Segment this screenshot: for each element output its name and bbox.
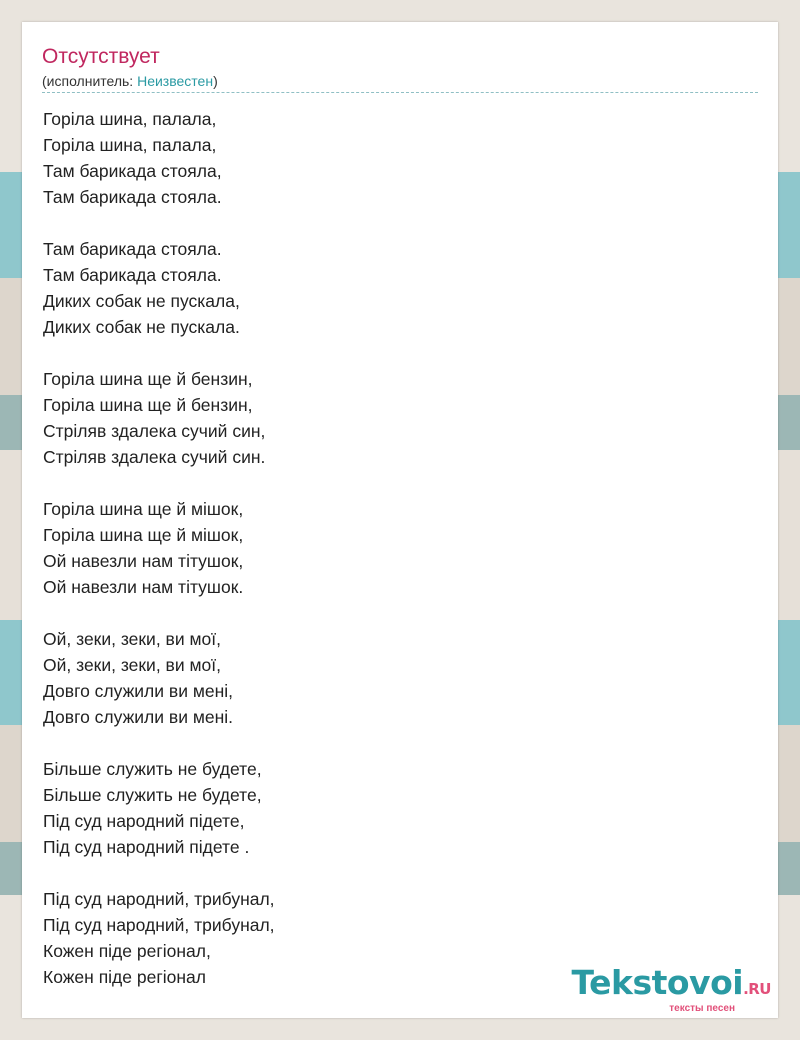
lyric-line: Там барикада стояла. bbox=[43, 187, 222, 207]
lyric-line: Довго служили ви мені, bbox=[43, 681, 234, 701]
lyric-line: Диких собак не пускала. bbox=[43, 317, 240, 337]
logo-tld: .RU bbox=[743, 980, 771, 998]
artist-prefix: (исполнитель: bbox=[42, 73, 138, 89]
lyric-line: Горіла шина ще й мішок, bbox=[43, 499, 244, 519]
lyric-line: Під суд народний, трибунал, bbox=[43, 889, 275, 909]
lyric-line: Диких собак не пускала, bbox=[43, 291, 240, 311]
lyric-line: Ой навезли нам тітушок, bbox=[43, 551, 244, 571]
lyric-line: Горіла шина ще й бензин, bbox=[43, 369, 253, 389]
lyric-line: Ой, зеки, зеки, ви мої, bbox=[43, 655, 221, 675]
site-logo[interactable] bbox=[571, 963, 771, 1015]
lyric-line: Під суд народний, трибунал, bbox=[43, 915, 275, 935]
lyrics-stanza bbox=[43, 236, 758, 340]
lyric-line: Більше служить не будете, bbox=[43, 759, 262, 779]
lyric-line: Горіла шина ще й мішок, bbox=[43, 525, 244, 545]
lyric-line: Горіла шина, палала, bbox=[43, 109, 217, 129]
lyrics-stanza bbox=[43, 106, 758, 210]
song-title: Отсутствует bbox=[42, 45, 160, 68]
logo-name: Tekstovoi bbox=[571, 963, 744, 1002]
lyric-line: Там барикада стояла, bbox=[43, 161, 222, 181]
lyric-line: Там барикада стояла. bbox=[43, 265, 222, 285]
lyrics-body bbox=[43, 106, 758, 1016]
lyric-line: Стріляв здалека сучий син. bbox=[43, 447, 266, 467]
lyric-line: Довго служили ви мені. bbox=[43, 707, 234, 727]
lyric-line: Кожен піде регіонал bbox=[43, 967, 206, 987]
artist-link[interactable]: Неизвестен bbox=[137, 73, 214, 89]
lyric-line: Ой, зеки, зеки, ви мої, bbox=[43, 629, 221, 649]
lyric-line: Горіла шина, палала, bbox=[43, 135, 217, 155]
lyrics-stanza bbox=[43, 626, 758, 730]
lyrics-stanza bbox=[43, 366, 758, 470]
lyrics-card bbox=[22, 22, 778, 1018]
lyric-line: Там барикада стояла. bbox=[43, 239, 222, 259]
lyrics-stanza bbox=[43, 756, 758, 860]
lyric-line: Кожен піде регіонал, bbox=[43, 941, 211, 961]
logo-tagline: тексты песен bbox=[669, 1003, 735, 1014]
artist-suffix: ) bbox=[213, 73, 218, 89]
lyrics-stanza bbox=[43, 496, 758, 600]
lyric-line: Стріляв здалека сучий син, bbox=[43, 421, 266, 441]
lyric-line: Ой навезли нам тітушок. bbox=[43, 577, 244, 597]
song-header bbox=[42, 44, 758, 93]
lyric-line: Більше служить не будете, bbox=[43, 785, 262, 805]
lyric-line: Під суд народний підете . bbox=[43, 837, 250, 857]
artist-line bbox=[42, 72, 758, 90]
lyric-line: Горіла шина ще й бензин, bbox=[43, 395, 253, 415]
lyric-line: Під суд народний підете, bbox=[43, 811, 245, 831]
